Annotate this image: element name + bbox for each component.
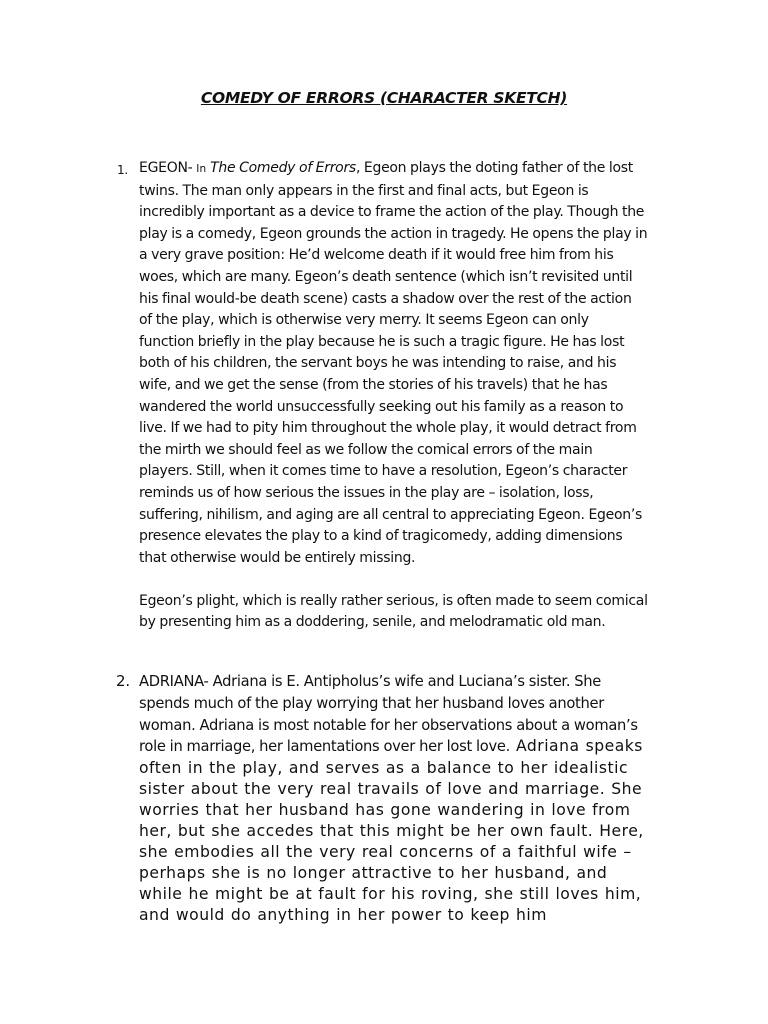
- list-item-adriana: [116, 671, 679, 925]
- text-line: reminds us of how serious the issues in the play are – isolation, loss,: [139, 484, 594, 501]
- text-line: by presenting him as a doddering, senile, and melodramatic old man.: [139, 614, 606, 631]
- mixed-line-start: role in marriage, her lamentations over her lost love.: [139, 738, 510, 756]
- text-line: perhaps she is no longer attractive to her husband, and: [139, 863, 608, 882]
- text-line: woman. Adriana is most notable for her observations about a woman’s: [139, 716, 638, 734]
- text-line: his final would-be death scene) casts a shadow over the rest of the action: [139, 290, 632, 307]
- text-line: Egeon’s plight, which is really rather serious, is often made to seem comical: [139, 592, 648, 609]
- text-line: players. Still, when it comes time to have a resolution, Egeon’s character: [139, 463, 628, 480]
- text-line: and would do anything in her power to keep him: [139, 905, 547, 924]
- list-marker: 1.: [117, 163, 128, 177]
- text-line: twins. The man only appears in the first and final acts, but Egeon is: [139, 182, 589, 199]
- text-line: that otherwise would be entirely missing.: [139, 549, 416, 566]
- list-marker: 2.: [116, 672, 130, 690]
- text-line: worries that her husband has gone wandering in love from: [139, 801, 631, 819]
- character-name: EGEON-: [139, 160, 193, 176]
- text-line: presence elevates the play to a kind of tragicomedy, adding dimensions: [139, 528, 623, 545]
- text-line: live. If we had to pity him throughout the whole play, it would detract from: [139, 420, 637, 437]
- text-line: incredibly important as a device to frame the action of the play. Though the: [139, 204, 645, 221]
- mixed-text-line: [139, 736, 679, 758]
- work-title: The Comedy of Errors: [210, 160, 356, 176]
- text-line: while he might be at fault for his roving, she still loves him,: [139, 884, 642, 903]
- text-line: function briefly in the play because he is such a tragic figure. He has lost: [139, 333, 625, 350]
- page-title: COMEDY OF ERRORS (CHARACTER SKETCH): [200, 89, 568, 107]
- text-line: suffering, nihilism, and aging are all central to appreciating Egeon. Egeon’s: [139, 506, 643, 523]
- text-line: wife, and we get the sense (from the stories of his travels) that he has: [139, 376, 608, 393]
- text-line: sister about the very real travails of love and marriage. She: [139, 780, 643, 799]
- egeon-paragraph-1: [139, 158, 679, 569]
- text-line: her, but she accedes that this might be her own fault. Here,: [139, 821, 644, 840]
- text-line: often in the play, and serves as a balance to her idealistic: [139, 759, 629, 778]
- text-line: spends much of the play worrying that her husband loves another: [139, 694, 604, 712]
- list-item-egeon: [117, 158, 679, 634]
- text-line: wandered the world unsuccessfully seeking out his family as a reason to: [139, 398, 624, 415]
- egeon-first-line: [139, 158, 679, 181]
- text-line: both of his children, the servant boys he was intending to raise, and his: [139, 355, 617, 372]
- text-line: the mirth we should feel as we follow the comical errors of the main: [139, 441, 593, 458]
- text-line: of the play, which is otherwise very merry. It seems Egeon can only: [139, 312, 589, 329]
- text-line: woes, which are many. Egeon’s death sentence (which isn’t revisited until: [139, 268, 633, 285]
- text-line: play is a comedy, Egeon grounds the action in tragedy. He opens the play in: [139, 225, 648, 242]
- egeon-paragraph-2: [139, 591, 679, 634]
- in-word: In: [196, 163, 207, 175]
- adriana-paragraph: [139, 671, 679, 925]
- text-line: a very grave position: He’d welcome death if it would free him from his: [139, 247, 614, 264]
- text-line: she embodies all the very real concerns of a faithful wife –: [139, 842, 632, 861]
- text-line: ADRIANA- Adriana is E. Antipholus’s wife and Luciana’s sister. She: [139, 673, 602, 690]
- first-line-rest: , Egeon plays the doting father of the lost: [355, 160, 633, 176]
- mixed-line-end: Adriana speaks: [509, 737, 643, 756]
